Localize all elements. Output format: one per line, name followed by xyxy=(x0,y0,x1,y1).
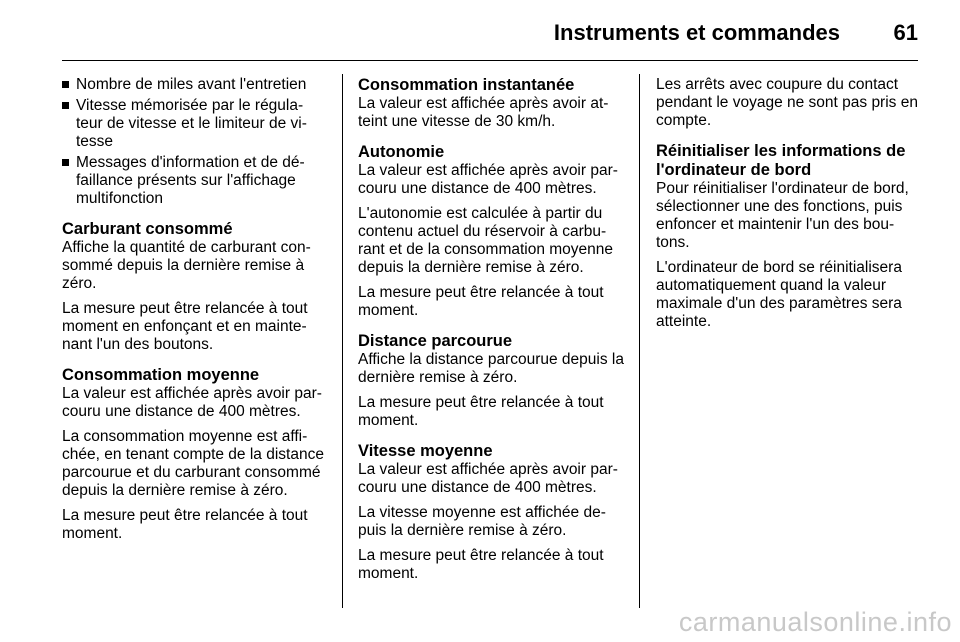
watermark-text: carmanualsonline.info xyxy=(678,607,952,637)
paragraph: La mesure peut être relancée à tout moment. xyxy=(358,284,604,319)
paragraph: Affiche la distance parcourue depuis la dernière remise à zéro. xyxy=(358,351,624,386)
bullet-square-icon xyxy=(62,102,69,109)
bullet-square-icon xyxy=(62,159,69,166)
paragraph: La mesure peut être relancée à tout moment en enfonçant et en mainte-nant l'un des boutons. xyxy=(62,300,308,353)
paragraph: La vitesse moyenne est affichée de-puis la dernière remise à zéro. xyxy=(358,504,606,539)
paragraph: La mesure peut être relancée à tout moment. xyxy=(358,394,604,429)
column-divider-2 xyxy=(639,74,640,608)
column-divider-1 xyxy=(342,74,343,608)
paragraph: L'ordinateur de bord se réinitialisera automatiquement quand la valeur maximale d'un des paramètres sera atteinte. xyxy=(656,259,902,330)
paragraph: Affiche la quantité de carburant con-sommé depuis la dernière remise à zéro. xyxy=(62,239,311,292)
bullet-square-icon xyxy=(62,81,69,88)
paragraph: La valeur est affichée après avoir par-couru une distance de 400 mètres. xyxy=(358,162,618,197)
column-1 xyxy=(62,76,326,550)
paragraph: La valeur est affichée après avoir at-teint une vitesse de 30 km/h. xyxy=(358,95,609,130)
section-heading: Consommation moyenne xyxy=(62,366,260,384)
section-heading: Réinitialiser les informations de l'ordinateur de bord xyxy=(656,142,906,179)
paragraph: La mesure peut être relancée à tout moment. xyxy=(358,547,604,582)
paragraph: Les arrêts avec coupure du contact pendant le voyage ne sont pas pris en compte. xyxy=(656,76,918,129)
page-number: 61 xyxy=(893,20,918,45)
feature-list xyxy=(62,76,326,208)
paragraph: La valeur est affichée après avoir par-couru une distance de 400 mètres. xyxy=(358,461,618,496)
section-heading: Consommation instantanée xyxy=(358,76,575,94)
paragraph: La mesure peut être relancée à tout moment. xyxy=(62,507,308,542)
list-item: Vitesse mémorisée par le régula-teur de vitesse et le limiteur de vi-tesse xyxy=(62,97,326,151)
section-heading: Autonomie xyxy=(358,143,445,161)
paragraph: L'autonomie est calculée à partir du contenu actuel du réservoir à carbu-rant et de la consommation moyenne depuis la dernière remise à zéro. xyxy=(358,205,614,276)
paragraph: La valeur est affichée après avoir par-couru une distance de 400 mètres. xyxy=(62,385,322,420)
header-divider xyxy=(62,60,918,61)
page-title: Instruments et commandes xyxy=(553,20,840,45)
column-3 xyxy=(656,76,926,338)
list-item: Messages d'information et de dé-faillance présents sur l'affichage multifonction xyxy=(62,154,326,208)
section-heading: Carburant consommé xyxy=(62,220,233,238)
page-header xyxy=(62,18,918,58)
paragraph: La consommation moyenne est affi-chée, en tenant compte de la distance parcourue et du carburant consommé depuis la dernière remise à zéro. xyxy=(62,428,324,499)
section-heading: Vitesse moyenne xyxy=(358,442,493,460)
section-heading: Distance parcourue xyxy=(358,332,513,350)
paragraph: Pour réinitialiser l'ordinateur de bord, sélectionner une des fonctions, puis enfoncer et maintenir l'un des bou-tons. xyxy=(656,180,909,251)
column-2 xyxy=(358,76,624,590)
list-item: Nombre de miles avant l'entretien xyxy=(62,76,326,94)
